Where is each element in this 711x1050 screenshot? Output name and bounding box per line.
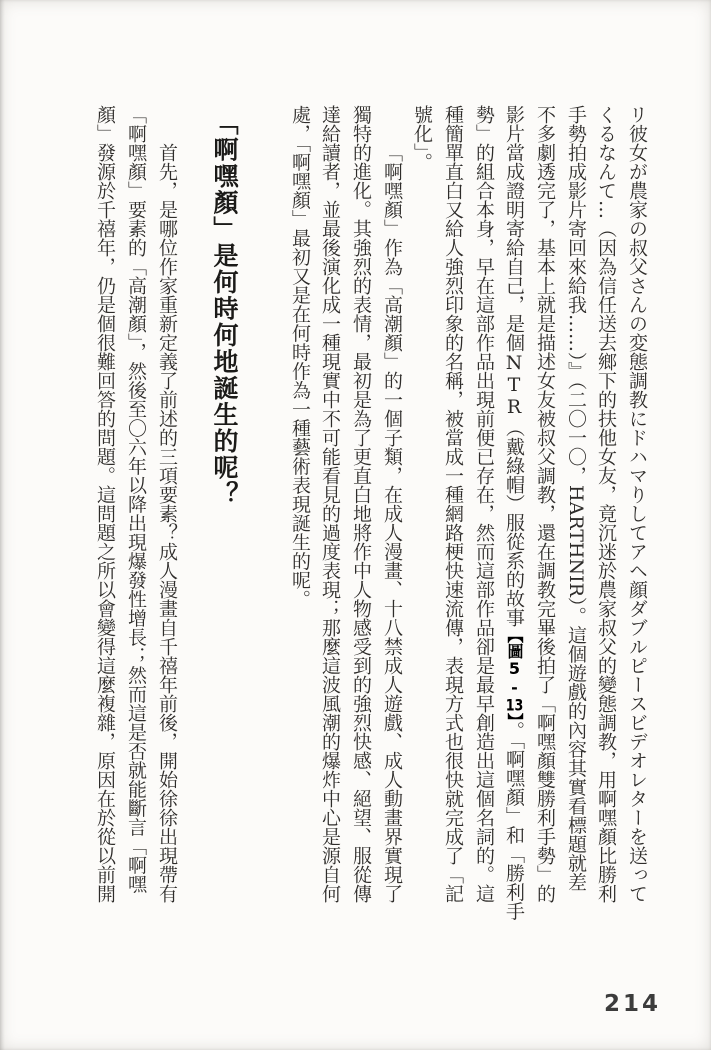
figure-reference-close: 】 <box>505 713 524 721</box>
text-column-p1-l7: 種簡單直白又給人強烈印象的名稱，被當成一種網路梗快速流傳，表現方式也很快就完成了「記 <box>442 105 464 903</box>
text-run: （戴綠帽）服從系的故事 <box>503 418 525 627</box>
text-column-p2-l4: 處，「啊嘿顏」最初又是在何時作為一種藝術表現誕生的呢。 <box>289 105 311 609</box>
text-column-p2-l1: 「啊嘿顏」作為「高潮顏」的一個子類，在成人漫畫、十八禁成人遊戲、成人動畫界實現了 <box>381 143 403 903</box>
text-column-p1-l2: くるなんて…（因為信任送去鄉下的扶他女友，竟沉迷於農家叔父的變態調教，用啊嘿顏比勝利 <box>595 105 617 903</box>
text-column-p2-l2: 獨特的進化。其強烈的表情，最初是為了更直白地將作中人物感受到的強烈快感、絕望、服從傳 <box>350 105 372 903</box>
text-column-p1-l8: 號化」。 <box>411 105 433 172</box>
text-column-p3-l1: 首先，是哪位作家重新定義了前述的三項要素？成人漫畫自千禧年前後，開始徐徐出現帶有 <box>156 143 178 903</box>
text-column-p1-l3: 手勢拍成影片寄回來給我……）』（二〇一〇，HARTHNIR）。這個遊戲的內容其實看標題就差 <box>565 105 587 892</box>
text-column-p2-l3: 達給讀者，並最後演化成一種現實中不可能看見的過度表現；那麼這波風潮的爆炸中心是源自何 <box>319 105 341 903</box>
text-run: 。「啊嘿顏」和「勝利手 <box>503 721 525 921</box>
ntr-acronym: NTR <box>503 352 525 418</box>
text-run: 影片當成證明寄給自己，是個 <box>503 105 525 352</box>
page-number: 214 <box>604 991 662 1017</box>
page-edge-shade <box>0 0 5 1050</box>
text-column-p1-l4: 不多劇透完了，基本上就是描述女友被叔父調教，還在調教完畢後拍了「啊嘿顏雙勝利手勢」的 <box>534 105 556 903</box>
text-column-p1-l6: 勢」的組合本身，早在這部作品出現前便已存在，然而這部作品卻是最早創造出這個名詞的。這 <box>473 105 495 903</box>
figure-reference-number: 13 <box>505 697 524 713</box>
text-column-p1-l1: リ彼女が農家の叔父さんの変態調教にドハマりしてアヘ顔ダブルピースビデオレターを送って <box>626 105 648 903</box>
text-column-p3-l3: 顏」發源於千禧年，仍是個很難回答的問題。這問題之所以會變得這麼複雜，原因在於從以前開 <box>94 105 116 903</box>
figure-reference-number: 5- <box>505 659 524 697</box>
figure-reference-open: 【圖 <box>505 627 524 659</box>
text-column-p1-l5 <box>499 105 529 921</box>
section-heading: 「啊嘿顏」是何時何地誕生的呢？ <box>210 110 239 508</box>
text-column-p3-l2: 「啊嘿顏」要素的「高潮顏」，然後至〇六年以降出現爆發性增長；然而這是否就能斷言「啊嘿 <box>125 105 147 894</box>
